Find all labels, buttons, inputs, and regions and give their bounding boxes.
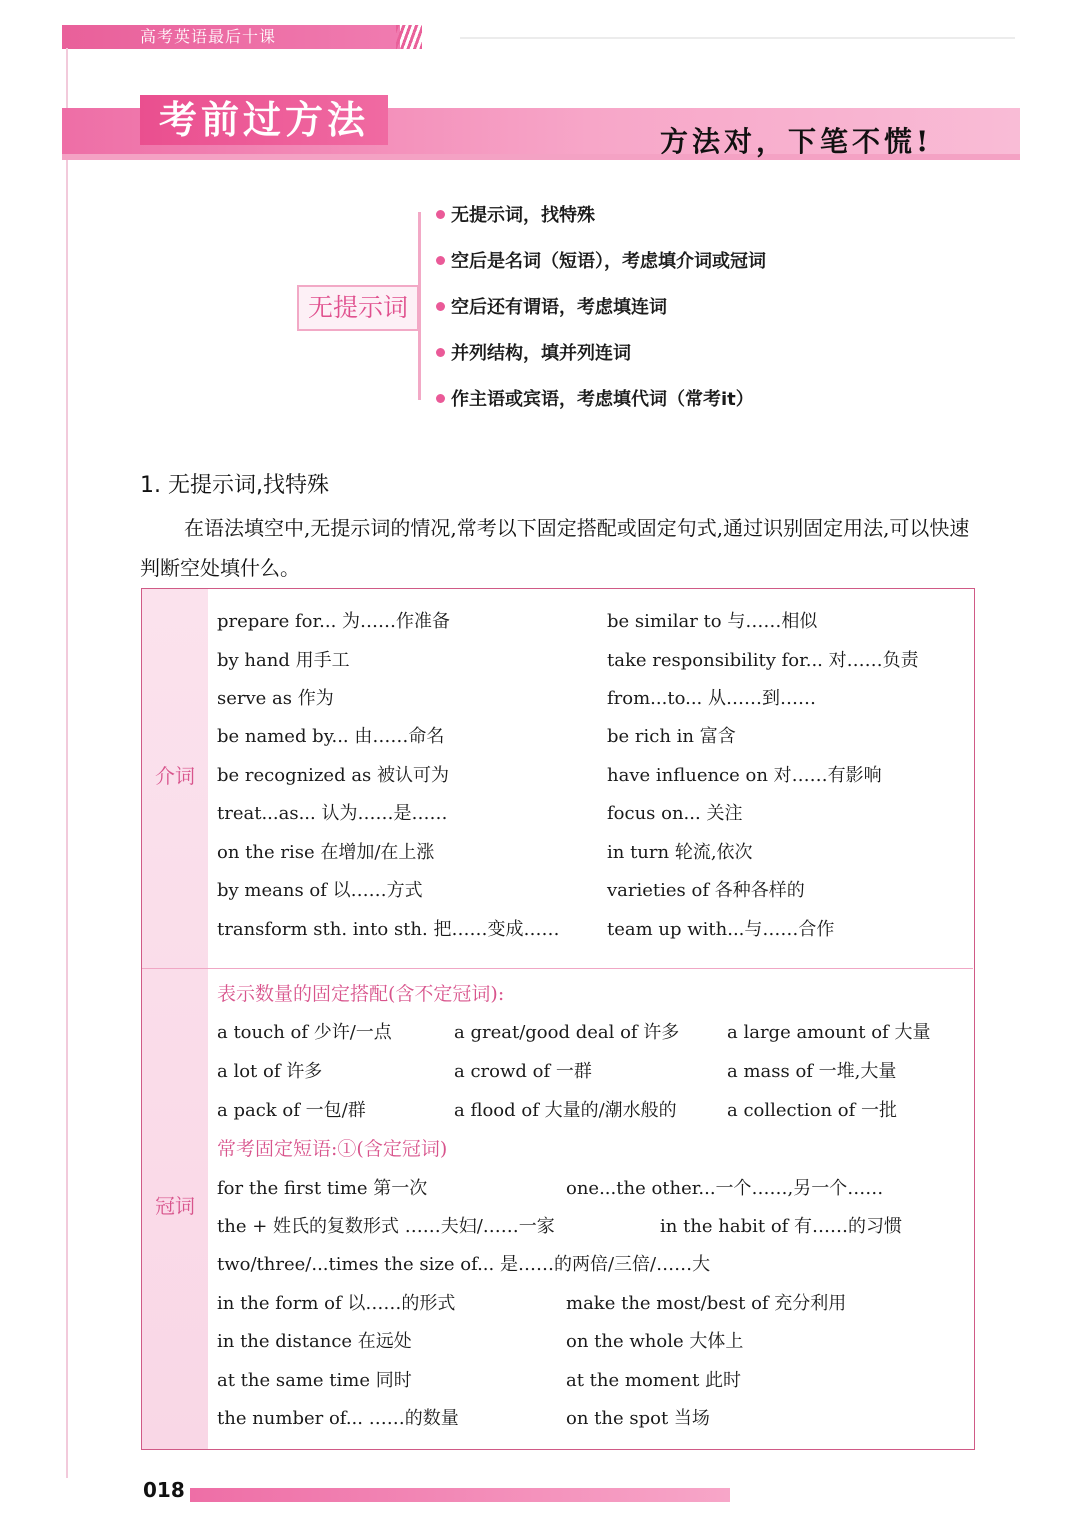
table-cell: serve as 作为	[217, 688, 334, 709]
header-divider	[460, 37, 1015, 39]
table-cell: at the moment 此时	[566, 1370, 742, 1391]
table-cell: the number of... ……的数量	[217, 1408, 459, 1429]
table-cell: in the habit of 有……的习惯	[660, 1216, 903, 1237]
table-cell: by means of 以……方式	[217, 880, 423, 901]
table-cell: be recognized as 被认可为	[217, 765, 450, 786]
bullet-dot-icon	[436, 256, 445, 265]
intro-paragraph: 在语法填空中,无提示词的情况,常考以下固定搭配或固定句式,通过识别固定用法,可以快速判断空处填什么。	[140, 516, 970, 580]
table-cell: on the whole 大体上	[566, 1331, 744, 1352]
table-cell: by hand 用手工	[217, 650, 350, 671]
mindmap-branch: 无提示词，找特殊	[436, 202, 595, 226]
table-cell: be similar to 与……相似	[607, 611, 818, 632]
bullet-dot-icon	[436, 348, 445, 357]
bullet-dot-icon	[436, 394, 445, 403]
table-cell: take responsibility for... 对……负责	[607, 650, 919, 671]
table-cell: on the spot 当场	[566, 1408, 710, 1429]
header-slash-decoration	[396, 25, 422, 49]
table-cell: in turn 轮流,依次	[607, 842, 753, 863]
footer-bar	[190, 1488, 730, 1502]
table-cell: for the first time 第一次	[217, 1178, 428, 1199]
table-cell: the + 姓氏的复数形式 ……夫妇/……一家	[217, 1216, 555, 1237]
table-cell: team up with...与……合作	[607, 919, 835, 940]
table-cell: a pack of 一包/群	[217, 1100, 366, 1121]
table-cell: a lot of 许多	[217, 1061, 323, 1082]
table-cell: transform sth. into sth. 把……变成……	[217, 919, 560, 940]
table-cell: make the most/best of 充分利用	[566, 1293, 847, 1314]
quantity-subheading: 表示数量的固定搭配(含不定冠词):	[217, 983, 505, 1005]
table-cell: varieties of 各种各样的	[607, 880, 805, 901]
table-cell: from...to... 从……到……	[607, 688, 816, 709]
table-cell: a crowd of 一群	[454, 1061, 592, 1082]
table-cell: prepare for... 为……作准备	[217, 611, 451, 632]
section-slogan: 方法对，下笔不慌!	[660, 125, 933, 158]
table-cell: a mass of 一堆,大量	[727, 1061, 897, 1082]
page-number: 018	[143, 1478, 185, 1502]
bullet-dot-icon	[436, 302, 445, 311]
page-left-rule	[66, 48, 68, 1478]
series-title: 高考英语最后十课	[140, 27, 277, 46]
table-cell: a large amount of 大量	[727, 1022, 931, 1043]
table-cell: in the distance 在远处	[217, 1331, 412, 1352]
mindmap-branch: 空后是名词（短语），考虑填介词或冠词	[436, 248, 766, 272]
phrase-subheading: 常考固定短语:①(含定冠词)	[217, 1138, 448, 1160]
table-cell: be rich in 富含	[607, 726, 736, 747]
table-cell: treat...as... 认为……是……	[217, 803, 448, 824]
mindmap-branch: 作主语或宾语，考虑填代词（常考it）	[436, 386, 754, 410]
bullet-dot-icon	[436, 210, 445, 219]
table-cell: a collection of 一批	[727, 1100, 897, 1121]
table-cell: at the same time 同时	[217, 1370, 412, 1391]
table-cell: in the form of 以……的形式	[217, 1293, 456, 1314]
table-cell: a touch of 少许/一点	[217, 1022, 392, 1043]
table-cell: two/three/...times the size of... 是……的两倍/三倍/……大	[217, 1254, 711, 1275]
table-cell: focus on... 关注	[607, 803, 743, 824]
table-cell: be named by... 由……命名	[217, 726, 445, 747]
section-title: 考前过方法	[158, 98, 369, 142]
mindmap-center: 无提示词	[297, 285, 419, 331]
category-label-prep: 介词	[155, 764, 195, 788]
subsection-heading: 1. 无提示词,找特殊	[140, 473, 329, 498]
mindmap-branch: 空后还有谓语，考虑填连词	[436, 294, 667, 318]
table-cell: a great/good deal of 许多	[454, 1022, 680, 1043]
table-cell: on the rise 在增加/在上涨	[217, 842, 435, 863]
table-cell: one...the other...一个……,另一个……	[566, 1178, 884, 1199]
table-cell: have influence on 对……有影响	[607, 765, 882, 786]
table-row-divider	[142, 968, 973, 969]
table-cell: a flood of 大量的/潮水般的	[454, 1100, 677, 1121]
category-label-article: 冠词	[155, 1194, 195, 1218]
mindmap-branch: 并列结构，填并列连词	[436, 340, 631, 364]
